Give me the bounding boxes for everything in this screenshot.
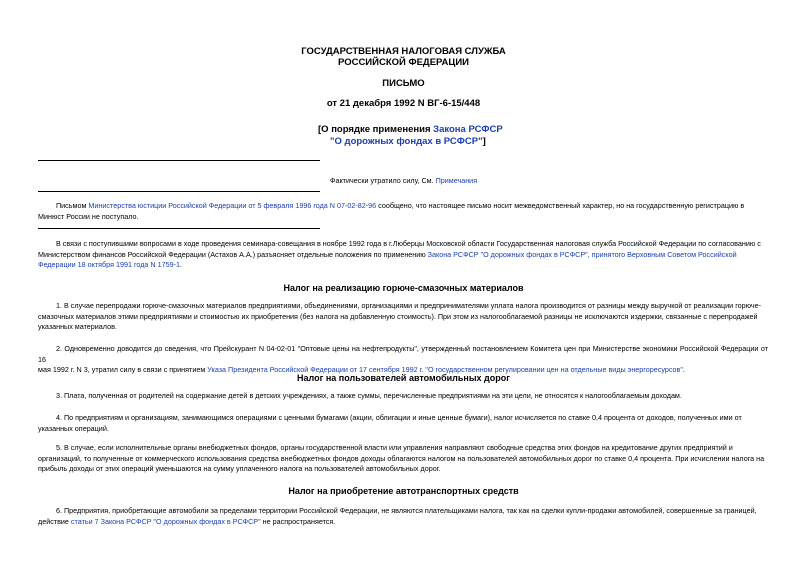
- intro-paragraph: В связи с поступившими вопросами в ходе проведения семинара-совещания в ноябре 1992 года в г.Люберцы Московской области Государственная налоговая служба Российской Федерации по согласованию с Министерством финансов Российской Федерации (Астахов А.А.) разъясняет отдельные положения по применению Закона РСФСР "О дорожных фондах в РСФСР", принятого Верховным Советом Российской Федерации 18 октября 1991 года N 1759-1.: [38, 239, 761, 269]
- date-line: от 21 декабря 1992 N ВГ-6-15/448: [326, 98, 481, 109]
- status-line: [330, 176, 477, 187]
- law-date-link[interactable]: Федерации 18 октября 1991 года N 1759-1: [38, 260, 180, 269]
- paragraph-1: 1. В случае перепродажи горюче-смазочных материалов предприятиями, объединениями, организациями и предпринимателями уплата налога производится от разницы между выручкой от реализации горюче- смазочных материалов этими предприятиями и стоимостью их приобретения (без налога на добавленную стоимость). При этом из налогооблагаемой разницы не исключаются издержки, связанные с перепродажей указанных материалов.: [38, 301, 762, 331]
- title-law-link[interactable]: Закона РСФСР: [433, 124, 503, 135]
- title-law-link-2[interactable]: "О дорожных фондах в РСФСР": [330, 136, 483, 147]
- section-title: Налог на реализацию горюче-смазочных материалов: [283, 283, 524, 293]
- note-paragraph: Письмом Министерства юстиции Российской Федерации от 5 февраля 1996 года N 07-02-82-96 сообщено, что настоящее письмо носит межведомственный характер, но на государственную регистрацию в Минюст России не поступало.: [38, 201, 745, 221]
- agency-line-1: ГОСУДАРСТВЕННАЯ НАЛОГОВАЯ СЛУЖБА: [301, 46, 506, 57]
- divider: [38, 160, 320, 161]
- divider: [38, 191, 320, 192]
- paragraph-5: 5. В случае, если исполнительные органы внебюджетных фондов, органы государственной власти или управления направляют свободные средства этих фондов на кредитование других предприятий и организаций, то полученные от коммерческого использования средства внебюджетных фондов доходы облагаются налогом на пользователей автомобильных дорог по ставке 0,4 процента. При исчислении налога на прибыль доходы от этих операций уменьшаются на сумму уплаченного налога на пользователей автомобильных дорог.: [38, 443, 765, 473]
- title-prefix: [О порядке применения: [318, 124, 434, 135]
- paragraph-3: 3. Плата, полученная от родителей на содержание детей в детских учреждениях, а также суммы, перечисленные предприятиями на эти цели, не относятся к налогооблагаемым доходам.: [56, 391, 682, 400]
- section-title: Налог на пользователей автомобильных дорог: [296, 373, 511, 383]
- minjust-letter-link[interactable]: Министерства юстиции Российской Федерации от 5 февраля 1996 года N 07-02-82-96: [88, 201, 377, 210]
- law-link[interactable]: Закона РСФСР "О дорожных фондах в РСФСР", принятого Верховным Советом Российской: [427, 249, 737, 259]
- status-text: Фактически утратило силу, См.: [330, 176, 436, 185]
- status-link[interactable]: Примечания: [435, 176, 478, 185]
- doc-title: [318, 124, 503, 148]
- paragraph-2: 2. Одновременно доводится до сведения, что Прейскурант N 04-02-01 "Оптовые цены на нефтепродукты", утвержденный постановлением Комитета цен при Министерстве экономики Российской Федерации от 16 мая 1992 г. N 3, утратил силу в связи с принятием Указа Президента Российской Федерации от 17 сентября 1992 г. "О государственном регулировании цен на отдельные виды энергоресурсов".: [38, 344, 768, 374]
- doc-type: ПИСЬМО: [382, 78, 425, 89]
- agency-line-2: РОССИЙСКОЙ ФЕДЕРАЦИИ: [337, 57, 469, 68]
- paragraph-6: 6. Предприятия, приобретающие автомобили за пределами территории Российской Федерации, не являются плательщиками налога, так как на сделки купли-продажи автомобилей, совершенные за границей, действие статьи 7 Закона РСФСР "О дорожных фондах в РСФСР" не распространяется.: [38, 506, 757, 526]
- title-suffix: ]: [482, 136, 486, 147]
- paragraph-4: 4. По предприятиям и организациям, занимающимся операциями с ценными бумагами (акции, облигации и иные ценные бумаги), налог исчисляется по ставке 0,4 процента от доходов, полученных ими от указанных операций.: [38, 413, 742, 433]
- decree-link[interactable]: Указа Президента Российской Федерации от 17 сентября 1992 г. "О государственном регулировании цен на отдельные виды энергоресурсов": [207, 365, 683, 374]
- article-7-link[interactable]: статьи 7 Закона РСФСР "О дорожных фондах в РСФСР": [70, 516, 261, 526]
- section-title: Налог на приобретение автотранспортных средств: [288, 486, 519, 496]
- divider: [38, 228, 320, 229]
